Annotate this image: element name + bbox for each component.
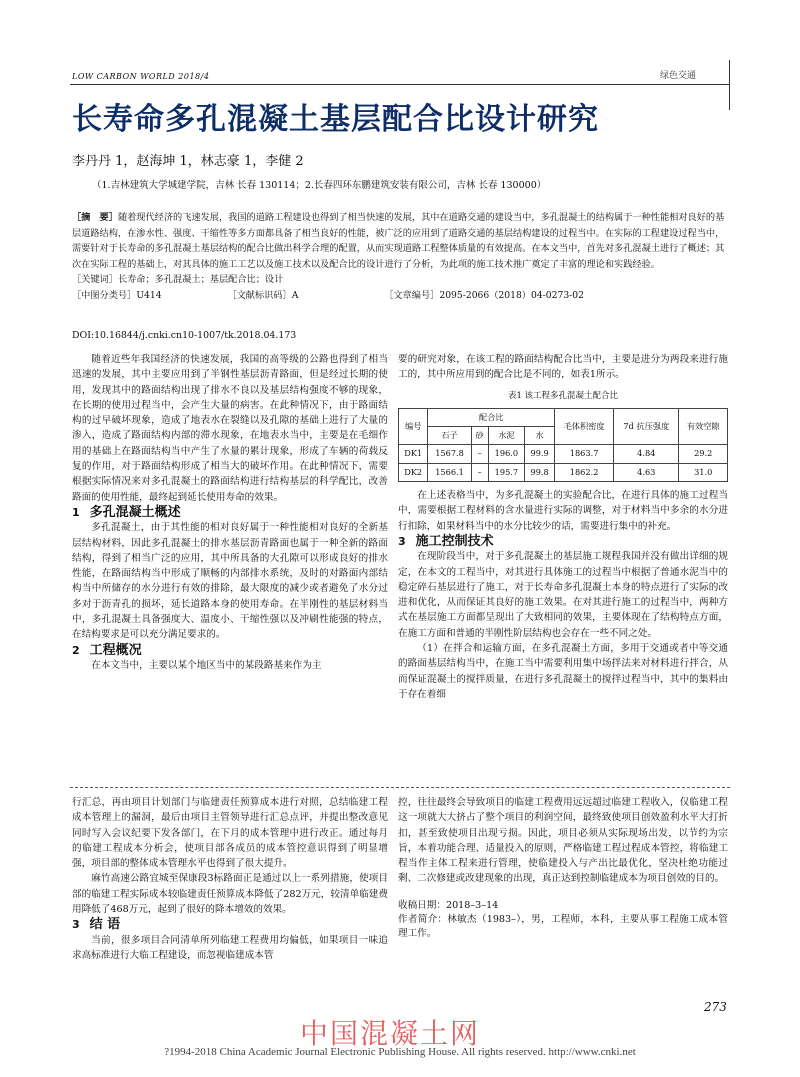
- author-info: 作者简介：林敏杰（1983–），男，工程师，本科，主要从事工程施工成本管理工作。: [398, 913, 728, 939]
- table-subheader: 石子: [428, 427, 471, 445]
- table-cell: 1567.8: [428, 445, 471, 463]
- table-header-density: 毛体积密度: [555, 408, 614, 445]
- table-header-strength: 7d 抗压强度: [614, 408, 679, 445]
- section-2-title: 工程概况: [89, 642, 142, 658]
- article-no: 2095-2066（2018）04-0273-02: [439, 289, 584, 301]
- table-cell: DK1: [399, 445, 428, 463]
- bottom-paragraph: 麻竹高速公路宜城至保康段3标路面正是通过以上一系列措施，使项目部的临建工程实际成本较临建责任预算成本降低了282万元，较清单临建费用降低了468万元，起到了很好的降本增效的效果。: [72, 873, 388, 916]
- table-caption: 表1 该工程多孔混凝土配合比: [507, 390, 619, 401]
- continued-paragraph: 要的研究对象，在该工程的路面结构配合比当中，主要是进分为两段来进行施工的，其中所应用到的配合比是不同的，如表1所示。: [398, 354, 728, 381]
- conclusion-title: 结 语: [89, 917, 121, 933]
- table-cell: 29.2: [679, 445, 728, 463]
- section-3-heading: [398, 534, 728, 549]
- doc-code-label: ［文献标识码］: [227, 289, 292, 301]
- section-3-subparagraph: （1）在拌合和运输方面，在多孔混凝土方面，多用于交通或者中等交通的路面基层结构当中，在施工当中需要利用集中场拌法来对材料进行拌合，从而保证混凝土的搅拌质量，在进行多孔混凝土的搅拌过程当中，其中的集料由于存在着细: [398, 643, 728, 700]
- conclusion-number: 3: [72, 918, 80, 932]
- copyright-line: ?1994-2018 China Academic Journal Electronic Publishing House. All rights reserved. http://www.cnki.net: [164, 1046, 636, 1058]
- section-1-paragraph: 多孔混凝土，由于其性能的相对良好属于一种性能相对良好的全新基层结构材料，因此多孔混凝土的排水基层沥青路面也属于一种全新的路面结构，得到了相当广泛的应用，其中所具备的大孔隙可以形成良好的排水性能，在路面结构当中形成了顺畅的内部排水系统，及时的对路面内部结构当中所储存的水分进行有效的排除，最大限度的减少或者避免了水分过多对于沥青孔的损坏，延长道路本身的使用寿命。在半刚性的基层材料当中，多孔混凝土具备强度大、温度小、干缩性强以及冲刷性能强的特点，在结构要求是可以充分满足要求的。: [72, 522, 388, 641]
- bottom-paragraph: 当前，很多项目合同清单所列临建工程费用均偏低，如果项目一味追求高标准进行大临工程建设，而忽视临建成本管: [72, 934, 388, 961]
- table-cell: 1863.7: [555, 445, 614, 463]
- clc: U414: [136, 289, 162, 301]
- abstract: [72, 210, 728, 303]
- header-rule: [70, 84, 730, 85]
- table-cell: 4.63: [614, 463, 679, 481]
- received-date: 收稿日期：2018–3–14: [398, 899, 499, 911]
- body-right-column: [398, 352, 728, 702]
- table-cell: 195.7: [488, 463, 525, 481]
- section-2-heading: [72, 643, 388, 658]
- table-subheader: 砂: [471, 427, 488, 445]
- section-3-title: 施工控制技术: [415, 533, 494, 549]
- journal-name: LOW CARBON WORLD 2018/4: [72, 72, 210, 81]
- page-number: 273: [704, 1000, 727, 1014]
- keywords-label: ［关键词］: [72, 274, 118, 285]
- table-cell: 99.9: [525, 445, 555, 463]
- header-vertical-rule: [729, 60, 730, 110]
- doc-code: A: [291, 289, 299, 301]
- section-3-number: 3: [398, 534, 406, 548]
- after-table-paragraph: 在上述表格当中，为多孔混凝土的实验配合比，在进行具体的施工过程当中，需要根据工程材料的含水量进行实际的调整，对于材料当中多余的水分进行扣除，如果材料当中的水分比较少的话，需要进行集中的补充。: [398, 490, 728, 532]
- authors: 李丹丹 1，赵海坤 1，林志豪 1，李健 2: [72, 154, 304, 169]
- mix-ratio-table: [398, 408, 728, 482]
- keywords: 长寿命；多孔混凝土；基层配合比；设计: [117, 274, 284, 285]
- section-2-paragraph: 在本文当中，主要以某个地区当中的某段路基来作为主: [91, 659, 322, 671]
- abstract-text: 随着现代经济的飞速发展，我国的道路工程建设也得到了相当快速的发展，其中在道路交通的建设当中，多孔混凝土的结构属于一种性能相对良好的基层道路结构，在渗水性、强度、干缩性等多方面都具备了相当良好的性能，被广泛的应用到了道路交通的基层结构建设的过程当中。在实际的工程建设过程当中，需要针对于长寿命的多孔混凝土基层结构的配合比做出科学合理的配置，从而实现道路工程整体质量的有效提高。在本文当中，首先对多孔混凝土进行了概述；其次在实际工程的基础上，对其具体的施工工艺以及施工技术以及配合比的设计进行了分析，为此项的施工技术推广奠定了丰富的理论和实践经验。: [72, 212, 725, 270]
- table-cell: 4.84: [614, 445, 679, 463]
- watermark: 中国混凝土网: [300, 1017, 481, 1050]
- bottom-paragraph: 行汇总，再由项目计划部门与临建责任预算成本进行对照，总结临建工程成本管理上的漏洞，最后由项目主管领导进行汇总点评，并提出整改意见同时写入会议纪要下发各部门，在下月的成本管理中进行改正。通过每月的临建工程成本分析会，使项目部各成员的成本管控意识得到了明显增强，项目部的整体成本管理水平也得到了很大提升。: [72, 797, 388, 870]
- bottom-right-column: [398, 795, 728, 941]
- bottom-paragraph: 控，往往最终会导致项目的临建工程费用远远超过临建工程收入，仅临建工程这一项就大大挤占了整个项目的利润空间，最终致使项目创效盈利水平大打折扣，甚至致使项目出现亏损。因此，项目必须从实际现场出发，以节约为宗旨，本着功能合理、适量投入的原则，严格临建工程过程成本管控，将临建工程当作主体工程来进行管理，使临建投入与产出比最优化，坚决杜绝功能过剩、二次修建或改建现象的出现，真正达到控制临建成本为项目创效的目的。: [398, 797, 728, 885]
- section-1-number: 1: [72, 505, 80, 519]
- table-subheader: 水: [525, 427, 555, 445]
- table-header-mix: 配合比: [428, 408, 555, 426]
- section-tag: 绿色交通: [660, 71, 697, 81]
- section-3-paragraph: 在现阶段当中，对于多孔混凝土的基层施工规程我国并没有做出详细的规定，在本文的工程当中，对其进行具体施工的过程当中根据了普通水泥当中的稳定碎石基层进行了施工，对于长寿命多孔混凝土本身的特点进行了实际的改进和优化，从而保证其良好的施工效果。在对其进行施工的过程当中，两种方式在基层施工方面都呈现出了大致相同的效果，主要体现在了结构特点方面，在施工方面和普通的半刚性阶层结构也会存在一些不同之处。: [398, 551, 728, 639]
- clc-label: ［中图分类号］: [72, 289, 137, 301]
- table-cell: –: [471, 445, 488, 463]
- bottom-left-column: [72, 795, 388, 963]
- article-title: 长寿命多孔混凝土基层配合比设计研究: [72, 102, 599, 137]
- table-row: [399, 445, 728, 463]
- table-header-void: 有效空隙: [679, 408, 728, 445]
- abstract-label: ［摘 要］: [72, 212, 118, 223]
- table-cell: 31.0: [679, 463, 728, 481]
- table-subheader: 水泥: [488, 427, 525, 445]
- table-header-code: 编号: [399, 408, 428, 445]
- table-cell: 99.8: [525, 463, 555, 481]
- table-cell: DK2: [399, 463, 428, 481]
- conclusion-heading: [72, 917, 388, 932]
- body-left-column: [72, 352, 388, 673]
- section-1-title: 多孔混凝土概述: [89, 504, 181, 520]
- table-cell: 1862.2: [555, 463, 614, 481]
- table-cell: –: [471, 463, 488, 481]
- doi: DOI:10.16844/j.cnki.cn10-1007/tk.2018.04.173: [72, 330, 297, 341]
- article-no-label: ［文章编号］: [384, 289, 440, 301]
- article-separator: [70, 787, 730, 788]
- section-1-heading: [72, 505, 388, 520]
- section-2-number: 2: [72, 643, 80, 657]
- table-cell: 196.0: [488, 445, 525, 463]
- intro-paragraph: 随着近些年我国经济的快速发展，我国的高等级的公路也得到了相当迅速的发展，其中主要应用到了半钢性基层沥青路面，但是经过长期的使用，发现其中的路面结构出现了排水不良以及基层结构强度不够的现象，在长期的使用过程当中，会产生大量的病害。在此种情况下，由于路面结构的过早破坏现象，造成了地表水在裂缝以及孔隙的基础上进行了大量的渗入，造成了路面结构内部的滞水现象，在地表水当中，主要是在毛细作用的基础上在路面结构当中产生了水量的累计现象，形成了车辆的荷载反复的作用，对于路面结构形成了相当大的破坏作用。在此种情况下，需要根据实际情况来对多孔混凝土的路面结构进行结构基层的科学配比，改善路面的使用性能，最终起到延长使用寿命的效果。: [72, 354, 388, 503]
- table-row: [399, 463, 728, 481]
- affiliation: （1.吉林建筑大学城建学院，吉林 长春 130114；2.长春四环东鹏建筑安装有限公司，吉林 长春 130000）: [92, 180, 547, 191]
- table-cell: 1566.1: [428, 463, 471, 481]
